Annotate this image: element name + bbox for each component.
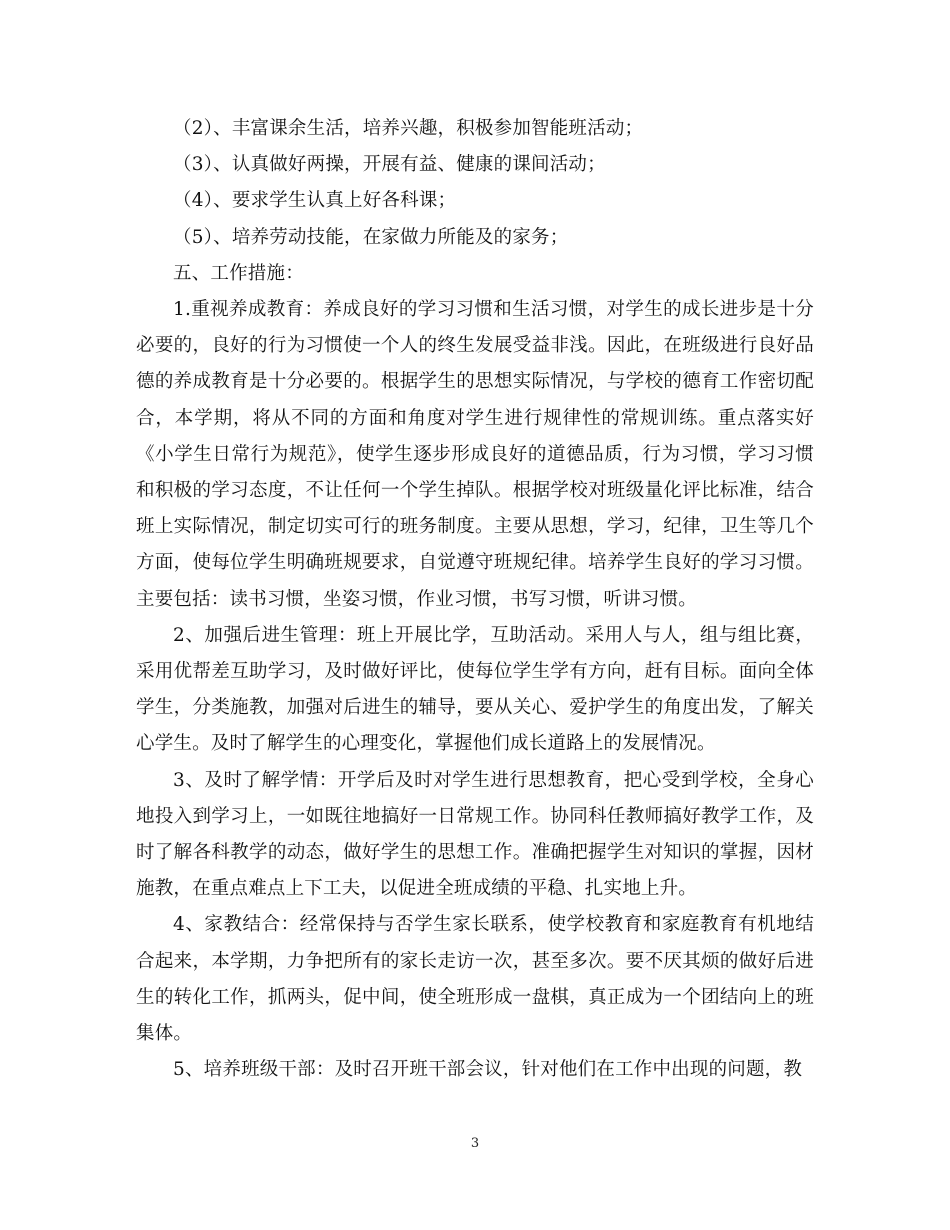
paragraph-item-4: （4）、要求学生认真上好各科课；	[173, 190, 457, 212]
page-number: 3	[470, 1136, 480, 1151]
paragraph-item-3: （3）、认真做好两操，开展有益、健康的课间活动；	[173, 154, 606, 176]
section-heading-work-measures: 五、工作措施：	[173, 262, 304, 284]
document-body	[136, 111, 814, 1088]
paragraph-underperformer-management: 2、加强后进生管理：班上开展比学，互助活动。采用人与人，组与组比赛，采用优帮差互助学习，及时做好评比，使每位学生学有方向，赶有目标。面向全体学生，分类施教，加强对后进生的辅导，要从关心、爱护学生的角度出发，了解关心学生。及时了解学生的心理变化，掌握他们成长道路上的发展情况。	[136, 624, 814, 755]
paragraph-habit-education: 1.重视养成教育：养成良好的学习习惯和生活习惯，对学生的成长进步是十分必要的，良好的行为习惯使一个人的终生发展受益非浅。因此，在班级进行良好品德的养成教育是十分必要的。根据学生的思想实际情况，与学校的德育工作密切配合，本学期，将从不同的方面和角度对学生进行规律性的常规训练。重点落实好《小学生日常行为规范》，使学生逐步形成良好的道德品质，行为习惯，学习习惯和积极的学习态度，不让任何一个学生掉队。根据学校对班级量化评比标准，结合班上实际情况，制定切实可行的班务制度。主要从思想，学习，纪律，卫生等几个方面，使每位学生明确班规要求，自觉遵守班规纪律。培养学生良好的学习习惯。主要包括：读书习惯，坐姿习惯，作业习惯，书写习惯，听讲习惯。	[136, 299, 814, 610]
paragraph-item-2: （2）、丰富课余生活，培养兴趣，积极参加智能班活动；	[173, 118, 644, 139]
paragraph-learning-status: 3、及时了解学情：开学后及时对学生进行思想教育，把心受到学校，全身心地投入到学习上，一如既往地搞好一日常规工作。协同科任教师搞好教学工作，及时了解各科教学的动态，做好学生的思想工作。准确把握学生对知识的掌握，因材施教，在重点难点上下工夫，以促进全班成绩的平稳、扎实地上升。	[136, 769, 814, 900]
paragraph-class-leaders: 5、培养班级干部：及时召开班干部会议，针对他们在工作中出现的问题，教	[173, 1059, 803, 1081]
paragraph-home-school: 4、家教结合：经常保持与否学生家长联系，使学校教育和家庭教育有机地结合起来，本学期，力争把所有的家长走访一次，甚至多次。要不厌其烦的做好后进生的转化工作，抓两头，促中间，使全班形成一盘棋，真正成为一个团结向上的班集体。	[136, 914, 814, 1045]
paragraph-item-5: （5）、培养劳动技能，在家做力所能及的家务；	[173, 226, 569, 248]
